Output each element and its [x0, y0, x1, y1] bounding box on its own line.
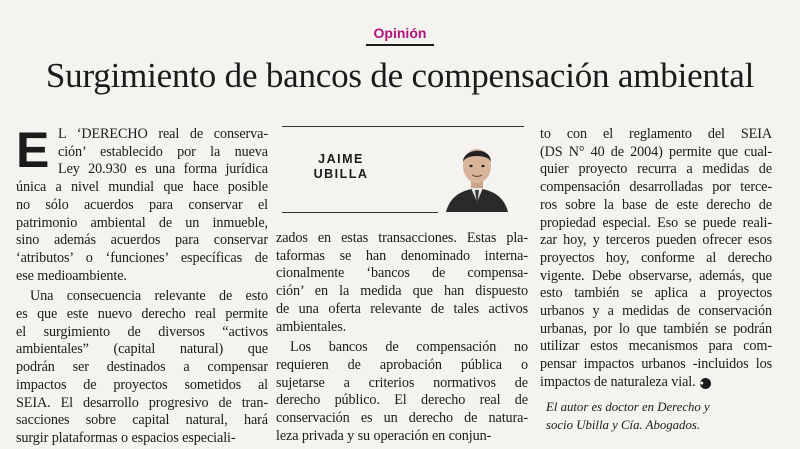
- text-line: ambientales.: [276, 318, 347, 335]
- text-line: L ‘DERECHO real de conserva-: [58, 126, 268, 142]
- text-line: (DS N° 40 de 2004) permite que cual-: [540, 143, 772, 160]
- author-name: [286, 152, 396, 182]
- text-line: propiedad especial. Eso se puede reali-: [540, 214, 772, 231]
- text-line: es que este nuevo derecho real permite: [16, 306, 268, 323]
- text-line: conservación es un derecho de natura-: [276, 410, 528, 427]
- text-line: surgir plataformas o espacios especiali-: [16, 429, 236, 446]
- text-line: to con el reglamento del SEIA: [540, 126, 772, 142]
- text-line: ción’ en la medida que han dispuesto: [276, 283, 528, 300]
- text-line: ros sobre la base de este derecho de: [540, 196, 772, 213]
- author-first-name: JAIME: [318, 152, 364, 166]
- author-credit: [546, 398, 776, 434]
- text-line: urbanas, por lo que también se podrán: [540, 320, 772, 337]
- text-line: Los bancos de compensación no: [290, 339, 528, 356]
- text-line: única a nivel mundial que hace posible: [16, 179, 268, 196]
- text-line: quier proyecto recurra a medidas de: [540, 161, 772, 178]
- drop-cap: E: [16, 122, 50, 178]
- text-line: zados en estas transacciones. Estas pla-: [276, 230, 528, 246]
- author-last-name: UBILLA: [313, 167, 369, 181]
- paragraph: [540, 126, 772, 392]
- text-line: de una oferta relevante de tales activos: [276, 300, 528, 317]
- text-line: sujetarse a criterios normativos de: [276, 374, 528, 391]
- paragraph: [276, 339, 528, 445]
- text-line: esto también se aplica a proyectos: [540, 285, 772, 302]
- text-line: impactos de naturaleza vial. ●: [540, 374, 772, 392]
- end-of-article-icon: ●: [700, 378, 711, 389]
- text-line: ese medioambiente.: [16, 267, 127, 284]
- text-line: Ley 20.930 es una forma jurídica: [58, 161, 268, 178]
- text-line: zar hoy, y terceros pueden ofrecer esos: [540, 232, 772, 249]
- divider: [282, 212, 438, 213]
- article-headline: Surgimiento de bancos de compensación ambiental: [45, 56, 755, 95]
- article-column-1: [16, 122, 268, 448]
- text-line: vigente. Debe observarse, además, que: [540, 267, 772, 284]
- text-line: proyectos hoy, conforme al derecho: [540, 249, 772, 266]
- text-line: compensación desarrolladas por terce-: [540, 179, 772, 196]
- text-line: taformas se han denominado interna-: [276, 247, 528, 264]
- text-line: requieren de aprobación pública o: [276, 356, 528, 373]
- text-line: impactos de proyectos sometidos al: [16, 376, 268, 393]
- paragraph: [16, 288, 268, 447]
- text-line: podrán ser destinados a compensar: [16, 359, 268, 376]
- article-column-3: [540, 126, 772, 392]
- text-line: el surgimiento de diversos “activos: [16, 323, 268, 340]
- text-line: pensar impactos urbanos -incluidos los: [540, 356, 772, 373]
- text-line: sacciones sobre capital natural, hará: [16, 412, 268, 429]
- text-line: SEIA. El desarrollo progresivo de tran-: [16, 394, 268, 411]
- author-photo: [444, 140, 510, 212]
- paragraph: [16, 122, 268, 285]
- text-line: patrimonio ambiental de un inmueble,: [16, 214, 268, 231]
- credit-line: socio Ubilla y Cía. Abogados.: [546, 418, 701, 432]
- section-label: Opinión: [373, 25, 427, 41]
- text-line: cionalmente ‘bancos de compensa-: [276, 265, 528, 282]
- credit-line: El autor es doctor en Derecho y: [546, 400, 710, 414]
- text-line: sino además acuerdos para conservar: [16, 232, 268, 249]
- section-underline: [366, 44, 434, 46]
- text-line: ‘atributos’ o ‘funciones’ específicas de: [16, 249, 268, 266]
- article-column-2: [276, 230, 528, 445]
- text-line: Una consecuencia relevante de esto: [30, 288, 268, 305]
- text-line: ción’ establecido por la nueva: [58, 143, 268, 160]
- text-line: derecho público. El derecho real de: [276, 392, 528, 409]
- author-box: [282, 126, 524, 216]
- text-line: urbanos y a medidas de conservación: [540, 303, 772, 320]
- paragraph: [276, 230, 528, 336]
- divider: [282, 126, 524, 127]
- text-line: leza privada y su operación en conjun-: [276, 427, 492, 444]
- text-line: no sólo acuerdos para conservar el: [16, 196, 268, 213]
- text-line: ambientales” (capital natural) que: [16, 341, 268, 358]
- text-line: utilizar estos mecanismos para com-: [540, 338, 772, 355]
